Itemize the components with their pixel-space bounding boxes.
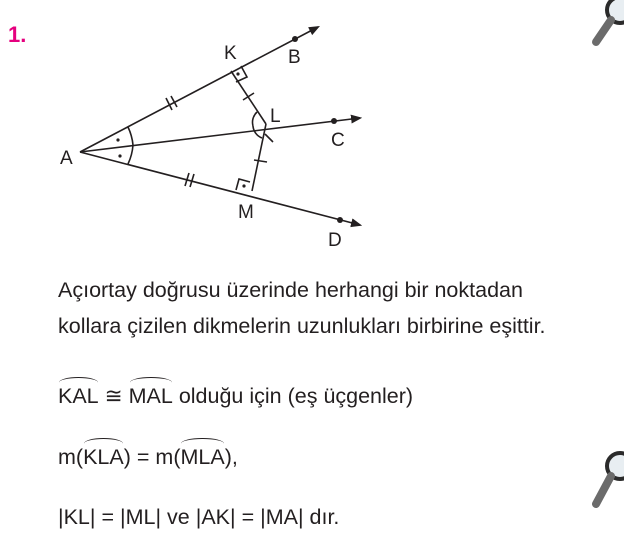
angle-measure-line: m(KLA) = m(MLA), <box>58 445 238 469</box>
right-angle-mark-m <box>236 179 250 190</box>
conjunction-ve: ve <box>167 505 190 529</box>
paragraph-line-1: Açıortay doğrusu üzerinde herhangi bir noktadan <box>58 278 523 302</box>
ray-ac <box>80 118 360 152</box>
congruence-suffix: olduğu için (eş üçgenler) <box>178 384 414 408</box>
suffix-dir: dır. <box>309 505 340 529</box>
segment-kl <box>231 71 266 124</box>
label-c: C <box>331 130 345 151</box>
m-prefix-1: m <box>58 445 76 469</box>
angle-bisector-figure <box>0 0 624 260</box>
label-a: A <box>60 148 73 169</box>
point-c <box>331 118 337 124</box>
segment-ml-text: |ML| <box>120 505 162 529</box>
magnifier-icon-lower <box>590 448 624 518</box>
question-number: 1. <box>8 22 27 47</box>
angle-arc-cad <box>128 145 133 164</box>
explanation-paragraph <box>58 272 618 344</box>
dot-right-m <box>242 184 245 187</box>
label-m: M <box>238 202 254 223</box>
point-b <box>292 36 298 42</box>
ray-ab <box>80 27 318 152</box>
segment-ma-text: |MA| <box>260 505 304 529</box>
dot-a-upper <box>116 138 119 141</box>
m-prefix-2: m <box>155 445 174 469</box>
congruence-line <box>58 384 413 409</box>
equals-sign-1: = <box>101 505 115 529</box>
magnifier-icon <box>590 0 624 50</box>
equals-sign-2: = <box>241 505 255 529</box>
label-l: L <box>270 106 281 127</box>
angle-arc-kac <box>128 127 133 145</box>
equals-sign: = <box>136 445 150 469</box>
congruence-symbol: ≅ <box>104 384 123 408</box>
tick-ml <box>254 160 267 162</box>
dot-right-k <box>236 72 239 75</box>
dot-a-lower <box>118 154 121 157</box>
ray-ad <box>80 152 360 225</box>
angle-arc-l-upper <box>252 112 257 126</box>
label-k: K <box>224 43 237 64</box>
angle-kla: KLA <box>83 445 124 469</box>
segment-kl-text: |KL| <box>58 505 96 529</box>
segment-ak-text: |AK| <box>195 505 236 529</box>
point-d <box>337 217 343 223</box>
angle-suffix: , <box>231 445 238 469</box>
tick-l-x <box>265 134 273 142</box>
segment-ml <box>252 124 266 191</box>
angle-arc-l-lower <box>253 126 262 138</box>
label-d: D <box>328 230 342 251</box>
angle-mla: MLA <box>180 445 225 469</box>
angle-kal: KAL <box>58 384 99 408</box>
angle-mal: MAL <box>128 384 173 408</box>
segment-equality-line <box>58 505 339 530</box>
paragraph-line-2: kollara çizilen dikmelerin uzunlukları birbirine eşittir. <box>58 314 546 338</box>
label-b: B <box>288 47 301 68</box>
